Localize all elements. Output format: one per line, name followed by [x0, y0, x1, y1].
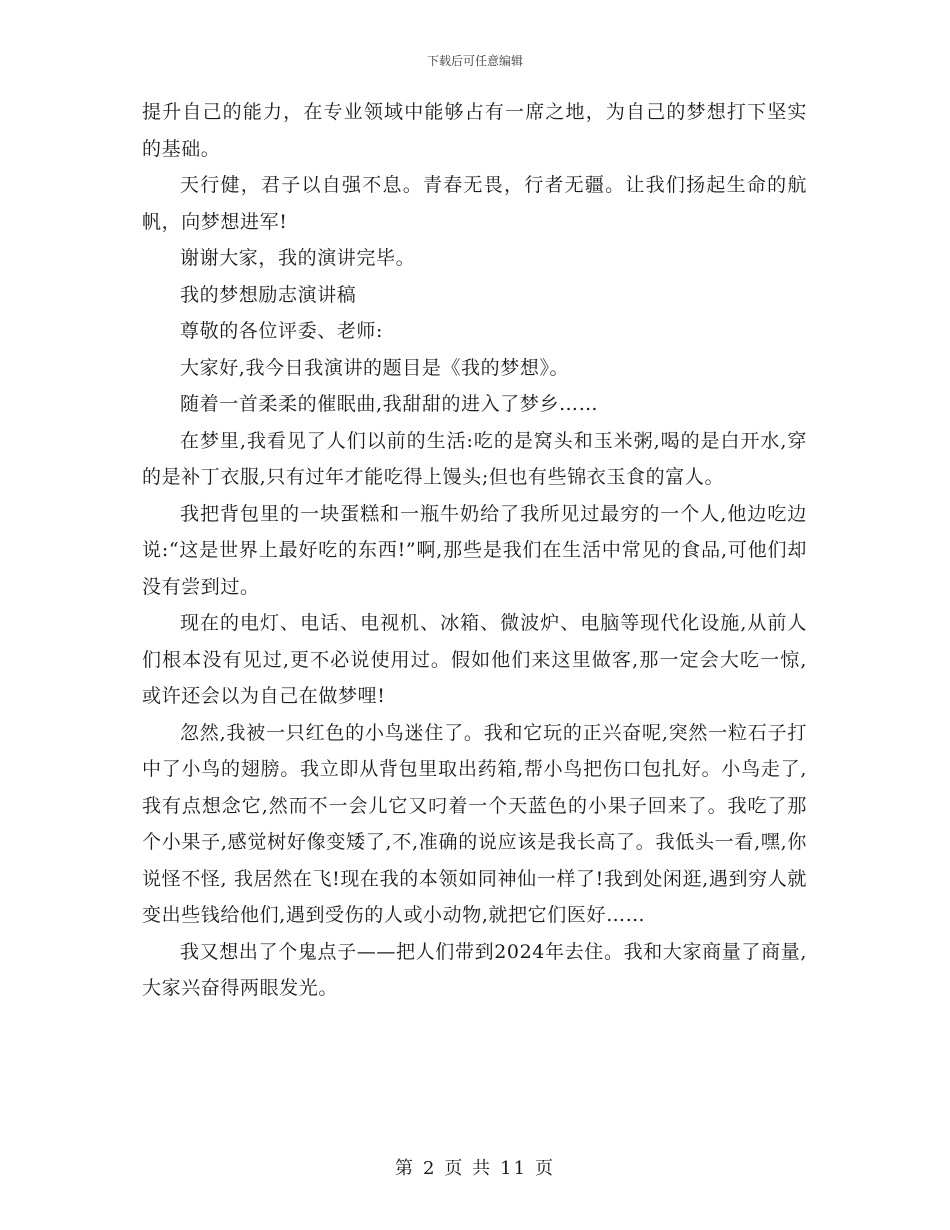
- footer-prefix: 第: [394, 1158, 415, 1179]
- document-body: [142, 94, 807, 1007]
- paragraph: 谢谢大家，我的演讲完毕。: [180, 247, 416, 269]
- footer-middle: 页 共: [444, 1158, 493, 1179]
- page-footer: [0, 1154, 950, 1180]
- paragraph: 忽然,我被一只红色的小鸟迷住了。我和它玩的正兴奋呢,突然一粒石子打中了小鸟的翅膀。我立即从背包里取出药箱,帮小鸟把伤口包扎好。小鸟走了,我有点想念它,然而不一会儿它又叼着一个天蓝色的小果子回来了。我吃了那个小果子,感觉树好像变矮了,不,准确的说应该是我长高了。我低头一看,嘿,你说怪不怪, 我居然在飞!现在我的本领如同神仙一样了!我到处闲逛,遇到穷人就变出些钱给他们,遇到受伤的人或小动物,就把它们医好……: [142, 721, 807, 926]
- speech-title: 我的梦想励志演讲稿: [180, 283, 357, 306]
- total-pages-number: 11: [500, 1158, 528, 1179]
- paragraph: 我把背包里的一块蛋糕和一瓶牛奶给了我所见过最穷的一个人,他边吃边说:“这是世界上最好吃的东西!”啊,那些是我们在生活中常见的食品,可他们却没有尝到过。: [142, 502, 807, 598]
- paragraph: 现在的电灯、电话、电视机、冰箱、微波炉、电脑等现代化设施,从前人们根本没有见过,更不必说使用过。假如他们来这里做客,那一定会大吃一惊,或许还会以为自己在做梦哩!: [142, 612, 807, 707]
- paragraph: 大家好,我今日我演讲的题目是《我的梦想》。: [180, 356, 570, 379]
- page-header: 下载后可任意编辑: [426, 54, 523, 68]
- salutation: 尊敬的各位评委、老师:: [180, 320, 384, 342]
- current-page-number: 2: [422, 1158, 437, 1179]
- paragraph: 天行健，君子以自强不息。青春无畏，行者无疆。让我们扬起生命的航帆，向梦想进军!: [142, 174, 807, 233]
- paragraph: 随着一首柔柔的催眠曲,我甜甜的进入了梦乡……: [180, 393, 599, 415]
- footer-suffix: 页: [535, 1158, 556, 1179]
- paragraph: 提升自己的能力，在专业领域中能够占有一席之地，为自己的梦想打下坚实的基础。: [142, 101, 807, 160]
- paragraph: 在梦里,我看见了人们以前的生活:吃的是窝头和玉米粥,喝的是白开水,穿的是补丁衣服,只有过年才能吃得上馒头;但也有些锦衣玉食的富人。: [142, 429, 807, 488]
- paragraph: 我又想出了个鬼点子——把人们带到2024年去住。我和大家商量了商量,大家兴奋得两眼发光。: [142, 940, 807, 999]
